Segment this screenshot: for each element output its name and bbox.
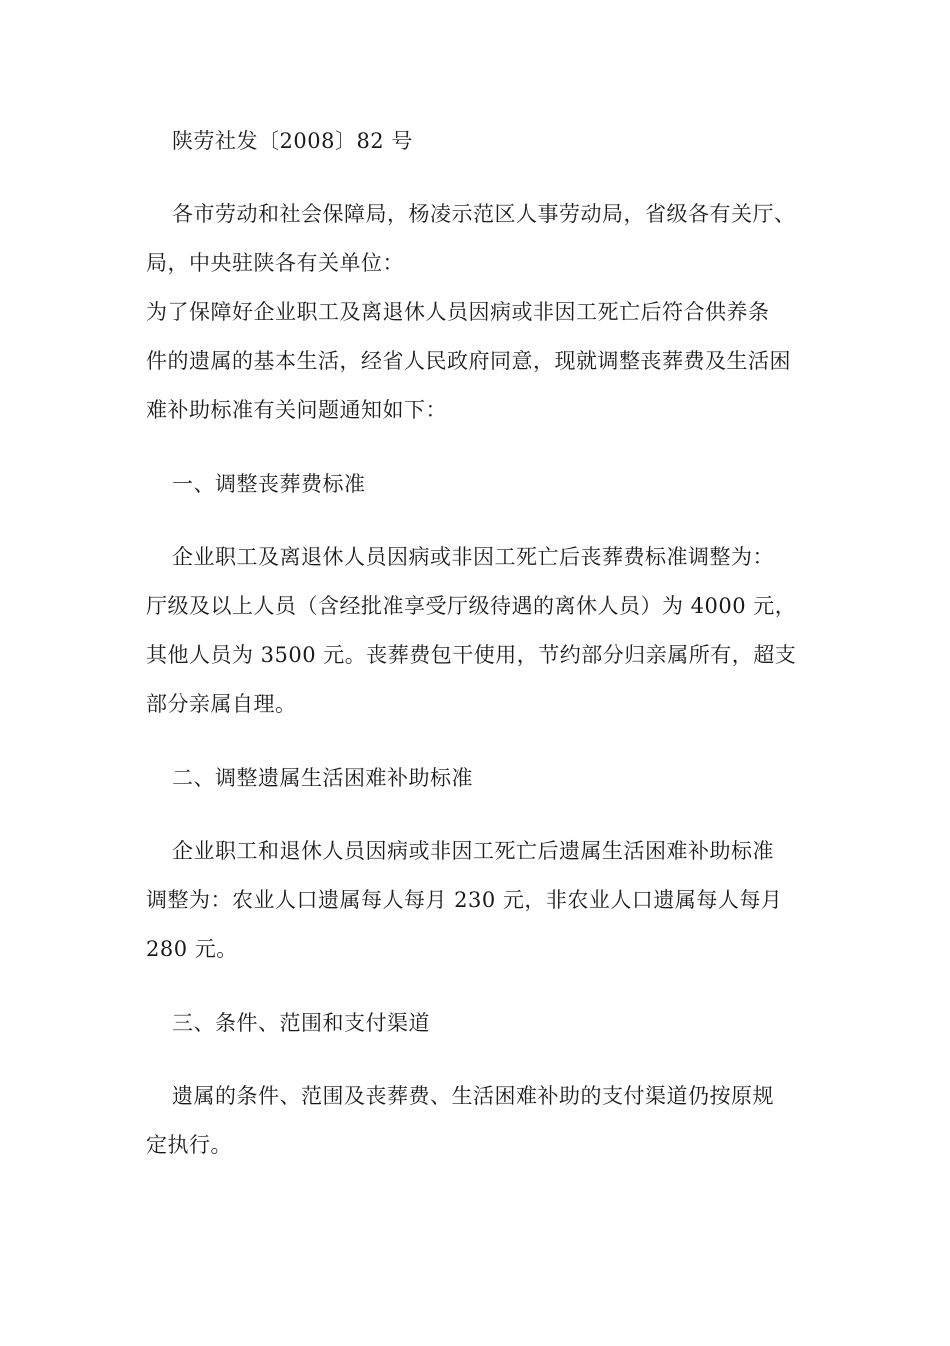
intro-line-1: 为了保障好企业职工及离退休人员因病或非因工死亡后符合供养条 xyxy=(146,300,770,324)
section-1-line-1: 企业职工及离退休人员因病或非因工死亡后丧葬费标准调整为： xyxy=(172,545,774,569)
section-1-line-4: 部分亲属自理。 xyxy=(146,692,297,716)
intro-line-2: 件的遗属的基本生活，经省人民政府同意，现就调整丧葬费及生活困 xyxy=(146,349,791,373)
intro-line-3: 难补助标准有关问题通知如下： xyxy=(146,398,447,422)
section-3-line-2: 定执行。 xyxy=(146,1133,232,1157)
section-1-line-3: 其他人员为 3500 元。丧葬费包干使用，节约部分归亲属所有，超支 xyxy=(146,643,797,667)
addressee-line-1: 各市劳动和社会保障局，杨凌示范区人事劳动局，省级各有关厅、 xyxy=(172,202,796,226)
section-heading-2: 二、调整遗属生活困难补助标准 xyxy=(172,766,473,790)
section-3-line-1: 遗属的条件、范围及丧葬费、生活困难补助的支付渠道仍按原规 xyxy=(172,1084,774,1108)
section-2-line-3: 280 元。 xyxy=(146,937,238,961)
doc-number: 陕劳社发〔2008〕82 号 xyxy=(172,129,413,153)
section-heading-1: 一、调整丧葬费标准 xyxy=(172,472,366,496)
section-heading-3: 三、条件、范围和支付渠道 xyxy=(172,1011,430,1035)
section-1-line-2: 厅级及以上人员（含经批准享受厅级待遇的离休人员）为 4000 元， xyxy=(146,594,797,618)
addressee-line-2: 局，中央驻陕各有关单位： xyxy=(146,251,404,275)
section-2-line-1: 企业职工和退休人员因病或非因工死亡后遗属生活困难补助标准 xyxy=(172,839,774,863)
section-2-line-2: 调整为：农业人口遗属每人每月 230 元，非农业人口遗属每人每月 xyxy=(146,888,783,912)
